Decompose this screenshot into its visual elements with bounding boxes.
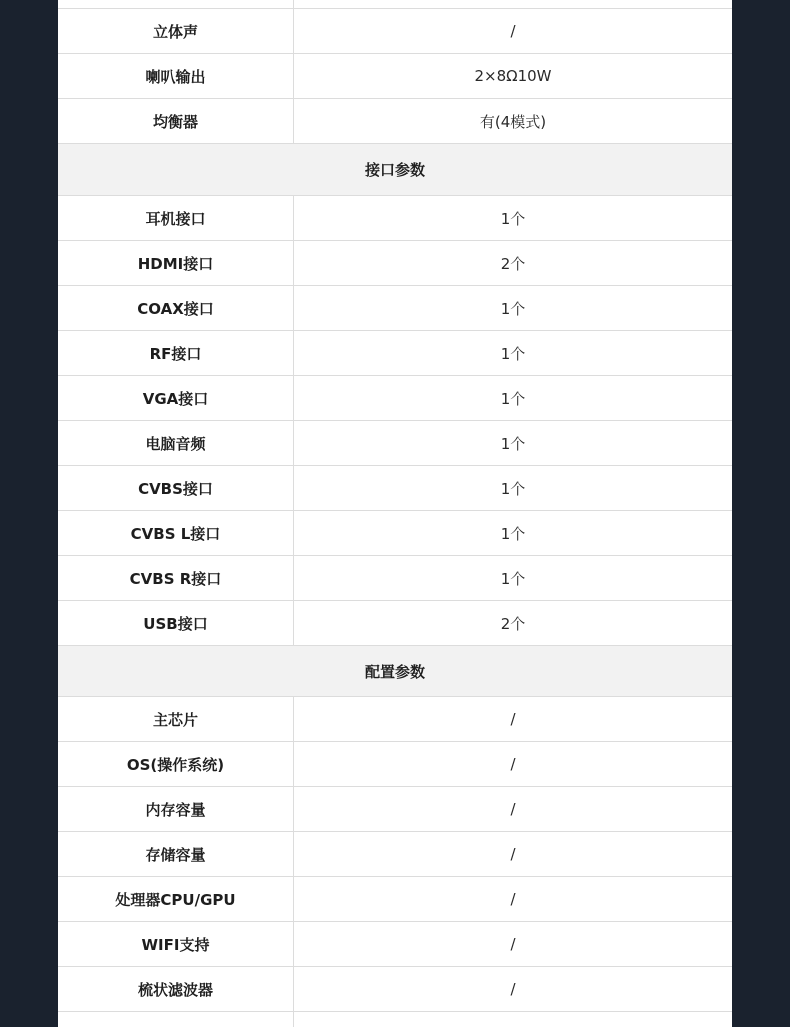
table-row-clipped	[58, 0, 732, 9]
table-row	[58, 421, 732, 466]
spec-value: 1个	[500, 569, 526, 588]
table-row	[58, 466, 732, 511]
table-row	[58, 832, 732, 877]
spec-table	[58, 0, 732, 1027]
spec-label: USB接口	[58, 601, 294, 645]
spec-value: 2×8Ω10W	[474, 67, 552, 85]
table-row	[58, 54, 732, 99]
spec-label: HDMI接口	[58, 241, 294, 285]
spec-label: 耳机接口	[58, 196, 294, 240]
table-row	[58, 331, 732, 376]
spec-label: CVBS R接口	[58, 556, 294, 600]
spec-label: 主芯片	[58, 697, 294, 741]
spec-label: 内存容量	[58, 787, 294, 831]
table-row	[58, 742, 732, 787]
spec-value-cell	[294, 0, 732, 8]
spec-value: /	[510, 935, 516, 953]
table-row	[58, 967, 732, 1012]
spec-value: 1个	[500, 344, 526, 363]
table-row	[58, 376, 732, 421]
spec-value: /	[510, 890, 516, 908]
section-header-config: 配置参数	[58, 646, 732, 697]
table-row	[58, 286, 732, 331]
spec-value: /	[510, 980, 516, 998]
spec-value: 1个	[500, 209, 526, 228]
spec-value: 2个	[500, 254, 526, 273]
table-row	[58, 99, 732, 144]
spec-label: 梳状滤波器	[58, 967, 294, 1011]
table-row	[58, 601, 732, 646]
spec-label: 立体声	[58, 9, 294, 53]
table-row	[58, 697, 732, 742]
spec-value: /	[510, 22, 516, 40]
spec-value: 1个	[500, 434, 526, 453]
spec-label: CVBS L接口	[58, 511, 294, 555]
spec-label: OS(操作系统)	[58, 742, 294, 786]
spec-label-cell	[58, 0, 294, 8]
spec-label: COAX接口	[58, 286, 294, 330]
table-row	[58, 556, 732, 601]
spec-label: VGA接口	[58, 376, 294, 420]
spec-label: WIFI支持	[58, 922, 294, 966]
spec-label: 处理器CPU/GPU	[58, 877, 294, 921]
table-row-clipped	[58, 1012, 732, 1027]
spec-value: /	[510, 845, 516, 863]
table-row	[58, 9, 732, 54]
spec-label: 存储容量	[58, 832, 294, 876]
section-header-interface: 接口参数	[58, 144, 732, 196]
spec-value: /	[510, 800, 516, 818]
table-row	[58, 196, 732, 241]
spec-label: RF接口	[58, 331, 294, 375]
spec-value: 1个	[500, 479, 526, 498]
table-row	[58, 511, 732, 556]
spec-value: 2个	[500, 614, 526, 633]
table-row	[58, 877, 732, 922]
table-row	[58, 241, 732, 286]
spec-value-cell	[294, 1012, 732, 1027]
spec-label: CVBS接口	[58, 466, 294, 510]
spec-value: 1个	[500, 389, 526, 408]
spec-value: /	[510, 710, 516, 728]
spec-label: 均衡器	[58, 99, 294, 143]
table-row	[58, 787, 732, 832]
table-row	[58, 922, 732, 967]
spec-value: /	[510, 755, 516, 773]
spec-label-cell	[58, 1012, 294, 1027]
spec-value: 有(4模式)	[479, 112, 547, 131]
spec-label: 电脑音频	[58, 421, 294, 465]
spec-value: 1个	[500, 524, 526, 543]
spec-value: 1个	[500, 299, 526, 318]
spec-label: 喇叭输出	[58, 54, 294, 98]
